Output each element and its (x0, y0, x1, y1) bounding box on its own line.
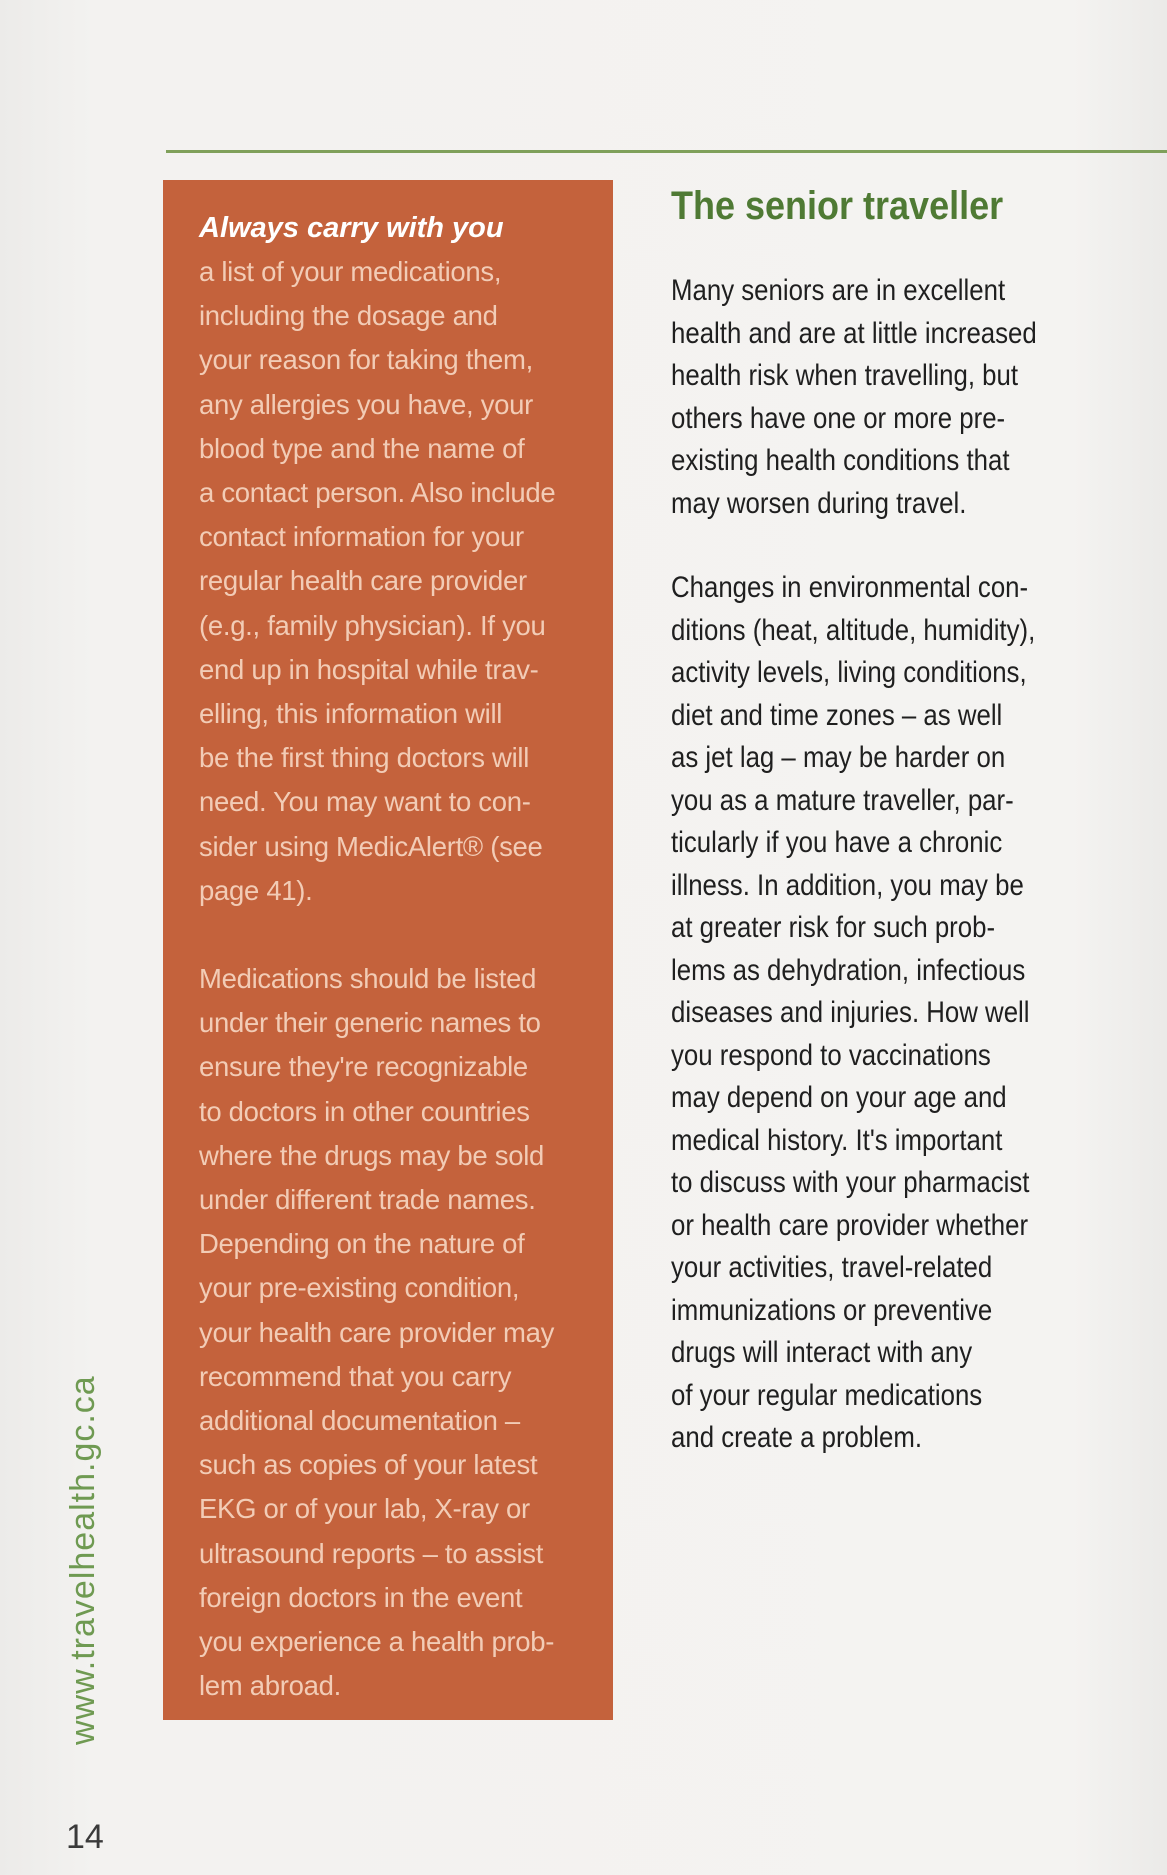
tip-sidebar-box (163, 180, 613, 1720)
main-column (671, 178, 1111, 1460)
sidebar-paragraph-1: a list of your medications, including the dosage and your reason for taking them, any allergies you have, your blood type and the name of a contact person. Also include contact information for your regular health care provider (e.g., family physician). If you end up in hospital while trav- elling, this information will be the first thing doctors will need. You may want to con- sider using MedicAlert® (see page 41). (199, 256, 556, 906)
main-paragraph-2: Changes in environmental con- ditions (heat, altitude, humidity), activity levels, living conditions, diet and time zones – as well as jet lag – may be harder on you as a mature traveller, par- ticularly if you have a chronic illness. In addition, you may be at greater risk for such prob- lems as dehydration, infectious diseases and injuries. How well you respond to vaccinations may depend on your age and medical history. It's important to discuss with your pharmacist or health care provider whether your activities, travel-related immunizations or preventive drugs will interact with any of your regular medications and create a problem. (671, 571, 1036, 1454)
page-number: 14 (66, 1818, 104, 1856)
sidebar-paragraph-2: Medications should be listed under their generic names to ensure they're recognizable to doctors in other countries where the drugs may be sold under different trade names. Depending on the nature of your pre-existing condition, your health care provider may recommend that you carry additional documentation – such as copies of your latest EKG or of your lab, X-ray or ultrasound reports – to assist foreign doctors in the event you experience a health prob- lem abroad. (199, 963, 555, 1702)
main-paragraph-1: Many seniors are in excellent health and are at little increased health risk when travelling, but others have one or more pre- existing health conditions that may worsen during travel. (671, 274, 1037, 520)
website-url-margin: www.travelhealth.gc.ca (64, 1375, 102, 1745)
sidebar-heading: Always carry with you (199, 212, 504, 244)
top-rule-divider (166, 150, 1167, 153)
section-title: The senior traveller (671, 184, 1004, 228)
